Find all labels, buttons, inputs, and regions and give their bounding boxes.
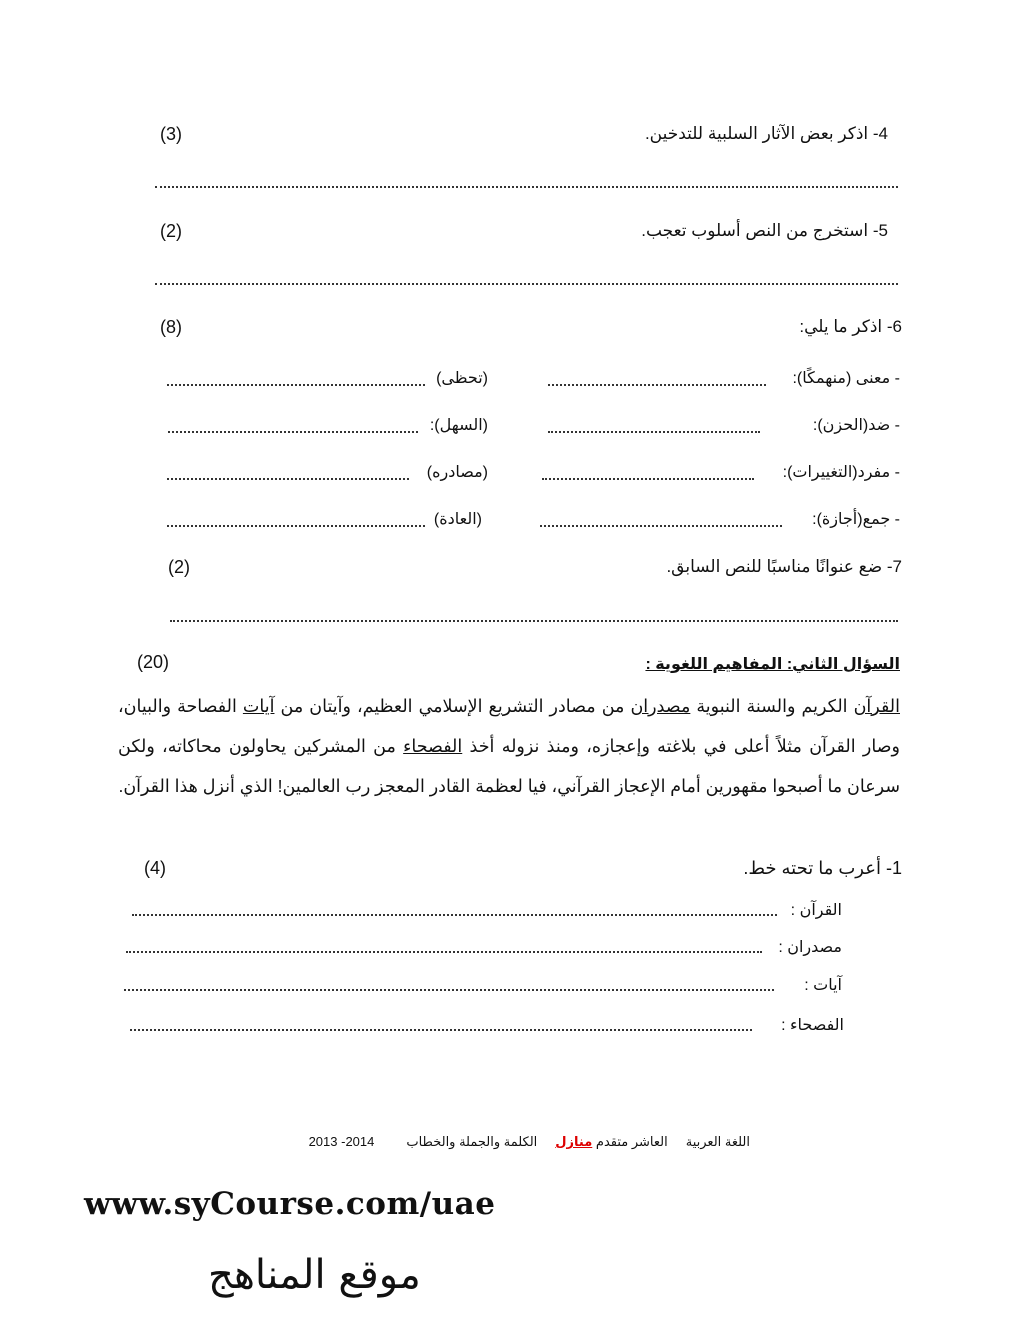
q6-row-left-label: (العادة) (433, 511, 482, 528)
section-2-heading: السؤال الثاني: المفاهيم اللغوية : (645, 656, 900, 673)
q6-answer-line[interactable] (548, 384, 766, 386)
page-footer (309, 1134, 750, 1150)
q6-answer-line[interactable] (167, 478, 409, 480)
underlined-word: الفصحاء (403, 736, 463, 756)
watermark-url: www.syCourse.com/uae (84, 1186, 496, 1222)
parse-label: الفصحاء : (781, 1017, 844, 1034)
answer-line-4[interactable] (155, 186, 898, 188)
footer-publisher: منازل (555, 1134, 593, 1149)
section-2-question-1-score: (4) (144, 858, 166, 878)
q6-answer-line[interactable] (540, 525, 782, 527)
question-5: 5- استخرج من النص أسلوب تعجب. (641, 221, 888, 240)
parse-label: آيات : (804, 977, 842, 994)
q6-row-right-label: - جمع(أجازة): (812, 511, 900, 528)
q6-row-left-label: (السهل): (429, 417, 488, 434)
parse-answer-line[interactable] (132, 914, 777, 916)
footer-grade (555, 1134, 667, 1150)
question-4: 4- اذكر بعض الآثار السلبية للتدخين. (644, 124, 888, 143)
parse-label: مصدران : (778, 939, 842, 956)
q6-row-right-label: - معنى (منهمكًا): (792, 370, 900, 387)
q6-answer-line[interactable] (167, 384, 425, 386)
q6-answer-line[interactable] (168, 431, 418, 433)
reading-paragraph (118, 686, 900, 806)
section-2-question-1: 1- أعرب ما تحته خط. (743, 858, 902, 878)
question-6: 6- اذكر ما يلي: (799, 317, 902, 336)
q6-row-right-label: - ضد(الحزن): (812, 417, 900, 434)
q6-row-left-label: (مصادره) (426, 464, 488, 481)
q6-answer-line[interactable] (167, 525, 425, 527)
footer-subject: اللغة العربية (685, 1134, 750, 1149)
question-7-score: (2) (168, 557, 190, 577)
question-6-score: (8) (160, 317, 182, 337)
footer-unit: الكلمة والجملة والخطاب (406, 1134, 538, 1149)
question-5-score: (2) (160, 221, 182, 241)
footer-year: 2013 -2014 (308, 1134, 375, 1149)
question-4-score: (3) (160, 124, 182, 144)
q6-answer-line[interactable] (542, 478, 754, 480)
parse-answer-line[interactable] (126, 951, 762, 953)
underlined-word: آيات (242, 696, 275, 716)
q6-row-left-label: (تحظى) (436, 370, 488, 387)
paragraph-text: من مصادر التشريع الإسلامي العظيم، وآيتان من (274, 696, 631, 716)
paragraph-text: الكريم والسنة النبوية (690, 696, 854, 716)
question-7: 7- ضع عنوانًا مناسبًا للنص السابق. (666, 557, 902, 576)
paragraph-text: الفصاحة والبيان، وصار القرآن مثلاً أعلى في بلاغته وإعجازه، ومنذ نزوله أخذ (118, 696, 900, 756)
parse-answer-line[interactable] (130, 1029, 752, 1031)
footer-grade-text: العاشر متقدم (595, 1134, 668, 1149)
underlined-word: القرآن (853, 696, 900, 716)
underlined-word: مصدران (630, 696, 691, 716)
answer-line-5[interactable] (155, 283, 898, 285)
q6-row-right-label: - مفرد(التغييرات): (782, 464, 900, 481)
paragraph-text: من المشركين يحاولون محاكاته، ولكن سرعان ما أصبحوا مقهورين أمام الإعجاز القرآني، فيا لعظمة القادر المعجز رب العالمين! الذي أنزل هذا القرآن. (118, 736, 900, 796)
section-2-score: (20) (137, 652, 170, 672)
parse-answer-line[interactable] (124, 989, 774, 991)
q6-answer-line[interactable] (548, 431, 760, 433)
answer-line-7[interactable] (170, 620, 898, 622)
parse-label: القرآن : (790, 902, 842, 919)
watermark-site-name: موقع المناهج (208, 1252, 421, 1298)
